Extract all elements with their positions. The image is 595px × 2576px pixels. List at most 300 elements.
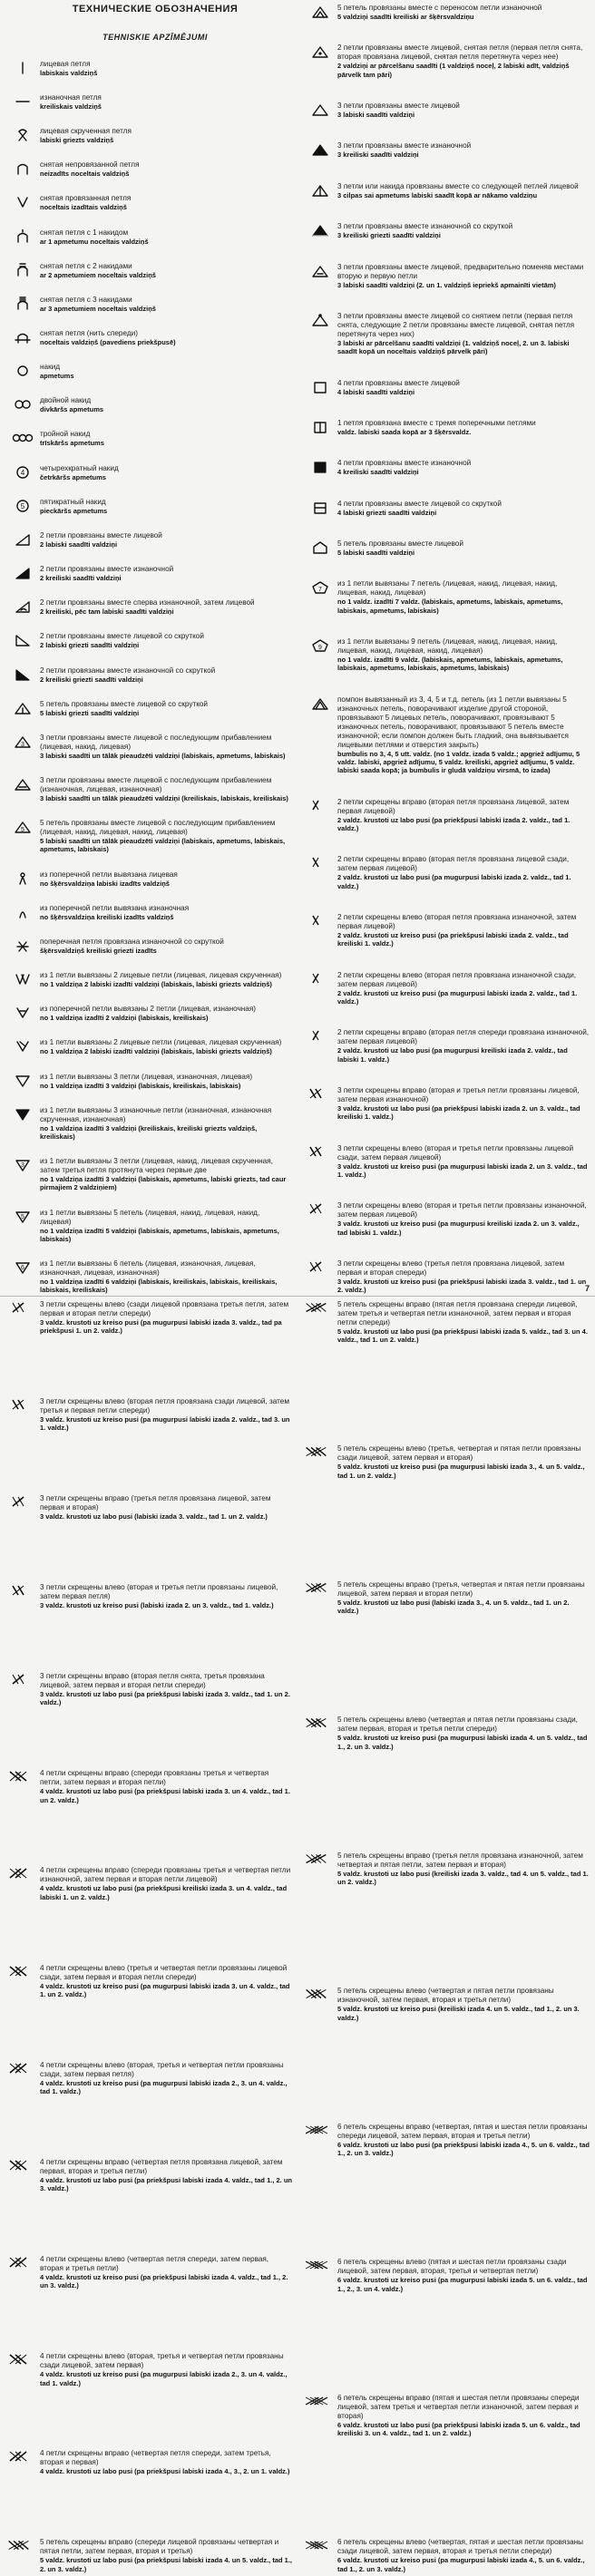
russian-description: 2 петли скрещены влево (вторая петля провязана изнаночной сзади, затем первая лицевой) xyxy=(337,970,577,988)
numbered-9-icon xyxy=(303,637,337,653)
cross-2-right-b-icon xyxy=(303,855,337,869)
latvian-description: ar 3 apmetumiem noceltais valdziņš xyxy=(40,304,156,313)
symbol-description xyxy=(337,182,590,199)
outline-square-icon xyxy=(303,500,337,515)
symbol-description xyxy=(337,419,590,436)
latvian-description: 5 valdz. krustoti uz kreiso pusi (pa mugurpusi labiski izada 3., 4. un 5. valdz., tad 1. un 2. valdz.) xyxy=(337,1463,585,1480)
slip-2-icon xyxy=(5,262,40,277)
russian-description: 5 петель провязаны вместе лицевой с последующим прибавлением (лицевая, накид, лицевая, накид, лицевая) xyxy=(40,819,276,837)
slip-front-icon xyxy=(5,329,40,345)
symbol-description xyxy=(40,1672,292,1707)
crossed-loop-icon xyxy=(5,127,40,142)
latvian-description: 6 valdz. krustoti uz labo pusi (pa priekšpusi labiski izada 4., 5. un 6. valdz., tad 1., 2. un 3. valdz.) xyxy=(337,2140,590,2158)
cable-4h-icon xyxy=(5,2449,40,2463)
symbol-description xyxy=(40,60,292,77)
symbol-entry xyxy=(5,2538,292,2573)
triangle-two-icon xyxy=(303,182,337,198)
russian-description: 3 петли скрещены влево (вторая и третья петли провязаны лицевой, затем первая петля) xyxy=(40,1583,278,1601)
latvian-description: pieckāršs apmetums xyxy=(40,506,108,515)
open-loop-icon xyxy=(5,160,40,176)
latvian-description: 2 valdz. krustoti uz kreiso pusi (pa mugurpusi labiski izada 2. valdz., tad 1. valdz.) xyxy=(337,988,578,1006)
symbol-entry xyxy=(303,1144,590,1180)
russian-description: из 1 петли вывязаны 6 петель (лицевая, изнаночная, лицевая, изнаночная, лицевая, изнаночная) xyxy=(40,1259,256,1278)
symbol-entry xyxy=(303,1852,590,1887)
bobble-icon xyxy=(303,695,337,711)
symbol-description xyxy=(40,2061,292,2096)
symbol-entry xyxy=(303,1086,590,1122)
cable-5e-icon xyxy=(303,1716,337,1729)
cable-6c-icon xyxy=(303,2394,337,2407)
symbol-description xyxy=(40,430,292,447)
russian-description: 3 петли скрещены влево (третья петля провязана лицевой, затем первая и вторая спереди) xyxy=(337,1259,565,1278)
symbol-entry xyxy=(5,1866,292,1901)
russian-description: 5 петель скрещены влево (четвертая и пятая петли провязаны изнаночной, затем первая, вторая и третья петли) xyxy=(337,1987,554,2005)
latvian-description: 3 labiski saadīti valdziņi xyxy=(337,111,415,120)
page-divider xyxy=(0,1296,595,1297)
symbol-entry xyxy=(5,1005,292,1022)
cable-4b-icon xyxy=(5,1866,40,1880)
latvian-description: 2 kreiliski, pēc tam labiski saadīti valdziņi xyxy=(40,608,174,617)
latvian-description: bumbulis no 3, 4, 5 utt. valdz. (no 1 valdz. izada 5 valdz.; apgriež adījumu, 5 valdz. labiski, apgriež adījumu, 5 valdz. kreiliski, apgriež adījumu, 5 valdz. labiski saada kopā; ja bumbulis ir gludā valdziņu virsmā, to izada) xyxy=(337,749,580,775)
svg-text:7: 7 xyxy=(318,587,322,594)
symbol-description xyxy=(40,2538,292,2573)
triangle-3b-icon xyxy=(5,776,40,792)
symbol-entry xyxy=(5,971,292,988)
cable-5-icon xyxy=(5,2538,40,2552)
latvian-description: no 1 valdz. izadīti 7 valdz. (labiskais, apmetums, labiskais, apmetums, labiskais, apmetums, labiskais) xyxy=(337,598,563,615)
russian-description: 2 петли провязаны вместе лицевой, снятая петля (первая петля снята, вторая провязана лицевой, снятая петля перетянута через нее) xyxy=(337,44,583,62)
symbol-entry xyxy=(303,540,590,557)
symbol-description xyxy=(337,798,590,833)
filled-triangle-b-icon xyxy=(303,222,337,238)
symbol-description xyxy=(40,971,292,988)
symbol-description xyxy=(40,904,292,921)
cable-4d-icon xyxy=(5,2061,40,2075)
symbol-entry xyxy=(5,1300,292,1336)
latvian-description: noceltais izadītais valdziņš xyxy=(40,203,127,212)
russian-description: пятикратный накид xyxy=(40,497,106,506)
symbol-description xyxy=(40,93,292,111)
latvian-description: 5 valdz. krustoti uz labo pusi (labiski izada 3., 4. un 5. valdz., tad 1. un 2. valdz.) xyxy=(337,1598,570,1616)
symbol-description xyxy=(337,141,590,159)
latvian-description: 2 valdz. krustoti uz labo pusi (pa mugurpusi kreiliski izada 2. valdz., tad labiski 1. valdz.) xyxy=(337,1046,568,1064)
latvian-description: 2 kreiliski griezti saadīti valdziņi xyxy=(40,675,143,684)
russian-description: 4 петли скрещены влево (вторая, третья и четвертая петли провязаны сзади, затем первая петля) xyxy=(40,2060,284,2078)
latvian-description: 2 valdziņi ar pārcelšanu saadīti (1 valdziņš noceļ, 2 labiski adīt, valdziņš pārvelk tam pāri) xyxy=(337,62,570,79)
symbol-entry xyxy=(5,60,292,77)
symbol-entry xyxy=(5,2061,292,2096)
latvian-description: 3 kreiliski saadīti valdziņi xyxy=(337,151,419,160)
russian-description: снятая провязанная петля xyxy=(40,194,132,203)
symbols-column-1 xyxy=(5,4,292,1295)
russian-description: 3 петли провязаны вместе лицевой с последующим прибавлением (лицевая, накид, лицевая) xyxy=(40,733,272,751)
russian-description: 4 петли скрещены влево (третья и четвертая петли провязаны лицевой сзади, затем первая и вторая петли спереди) xyxy=(40,1963,288,1981)
symbol-description xyxy=(337,1201,590,1237)
page-subtitle: TEHNISKIE APZĪMĒJUMI xyxy=(102,32,208,42)
circle-5-icon xyxy=(5,498,40,513)
russian-description: 4 петли провязаны вместе изнаночной xyxy=(337,459,472,468)
square-icon xyxy=(303,379,337,394)
symbols-column-3 xyxy=(5,1300,292,2573)
latvian-description: četrkāršs apmetums xyxy=(40,472,106,481)
latvian-description: no 1 valdz. izadīti 9 valdz. (labiskais, apmetums, labiskais, apmetums, labiskais, apmetums, labiskais, apmetums, labiskais) xyxy=(337,656,563,673)
cross-3-right-icon xyxy=(303,1086,337,1100)
russian-description: 3 петли провязаны вместе лицевой xyxy=(337,102,460,111)
russian-description: из поперечной петли вывязана изнаночная xyxy=(40,903,190,912)
symbol-entry xyxy=(5,1259,292,1295)
symbol-description xyxy=(40,2352,292,2387)
svg-text:5: 5 xyxy=(21,827,24,834)
symbol-entry xyxy=(5,396,292,413)
latvian-description: 3 valdz. krustoti uz kreiso pusi (pa mugurpusi labiski izada 3. valdz., tad pa priekšpusi 1. un 2. valdz.) xyxy=(40,1318,282,1336)
symbol-entry xyxy=(5,464,292,481)
vertical-bar-icon xyxy=(5,60,40,75)
svg-text:4: 4 xyxy=(20,468,25,477)
russian-description: изнаночная петля xyxy=(40,92,102,102)
latvian-description: 3 kreiliski griezti saadīti valdziņi xyxy=(337,231,441,240)
latvian-description: 2 valdz. krustoti uz labo pusi (pa priekšpusi labiski izada 2. valdz., tad 1. valdz.) xyxy=(337,815,571,833)
symbol-description xyxy=(40,1866,292,1901)
v-open-icon xyxy=(5,1005,40,1020)
symbol-description xyxy=(40,1259,292,1295)
russian-description: из 1 петли вывязаны 3 петли (лицевая, накид, лицевая скрученная, затем третья петля протянута через первые две xyxy=(40,1157,273,1175)
latvian-description: 3 valdz. krustoti uz kreiso pusi (pa mugurpusi labiski izada 2. un 3. valdz., tad 1. valdz.) xyxy=(337,1162,588,1180)
slip-1-icon xyxy=(5,228,40,244)
cable-3d-icon xyxy=(5,1583,40,1597)
latvian-description: 4 valdz. krustoti uz labo pusi (pa priekšpusi labiski izada 3. un 4. valdz., tad 1. un 2. valdz.) xyxy=(40,1787,290,1804)
russian-description: 5 петель скрещены вправо (третья петля провязана изнаночной, затем четвертая и пятая петли, затем первая и вторая) xyxy=(337,1851,583,1869)
russian-description: 4 петли провязаны вместе лицевой xyxy=(337,378,460,387)
symbol-description xyxy=(40,1157,292,1192)
symbol-entry xyxy=(5,1157,292,1192)
latvian-description: labiski griezts valdziņš xyxy=(40,136,114,145)
cable-4c-icon xyxy=(5,1964,40,1978)
symbol-description xyxy=(40,531,292,549)
symbol-description xyxy=(337,2258,590,2293)
symbol-entry xyxy=(5,1397,292,1433)
latvian-description: 2 valdz. krustoti uz kreiso pusi (pa priekšpusi labiski izada 2. valdz., tad kreiliski 1. valdz.) xyxy=(337,931,569,948)
symbol-description xyxy=(337,44,590,79)
russian-description: лицевая петля xyxy=(40,59,91,68)
symbol-description xyxy=(337,2394,590,2438)
latvian-description: 4 valdz. krustoti uz labo pusi (pa priekšpusi kreiliski izada 3. un 4. valdz., tad labiski 1. un 2. valdz.) xyxy=(40,1884,288,1901)
latvian-description: 5 valdz. krustoti uz kreiso pusi (kreiliski izada 4. un 5. valdz., tad 1., 2. un 3. valdz.) xyxy=(337,2005,580,2022)
symbol-entry xyxy=(5,1672,292,1707)
russian-description: 3 петли скрещены влево (сзади лицевой провязана третья петля, затем первая и вторая петли спереди) xyxy=(40,1300,289,1317)
latvian-description: 3 valdz. krustoti uz labo pusi (pa priekšpusi labiski izada 3. valdz., tad 1. un 2. valdz.) xyxy=(40,1690,290,1707)
cable-5b-icon xyxy=(303,1300,337,1314)
latvian-description: 6 valdz. krustoti uz labo pusi (pa priekšpusi labiski izada 5. un 6. valdz., tad kreiliski 3. un 4. valdz., tad 1. un 2. valdz.) xyxy=(337,2420,580,2438)
symbol-description xyxy=(40,329,292,346)
latvian-description: 5 labiski saadīti valdziņi xyxy=(337,549,415,558)
russian-description: 5 петель провязаны вместе с переносом петли изнаночной xyxy=(337,4,542,12)
symbol-description xyxy=(40,1769,292,1804)
symbol-entry xyxy=(5,904,292,921)
symbol-description xyxy=(40,464,292,481)
symbol-entry xyxy=(5,1106,292,1142)
symbol-description xyxy=(337,2538,590,2573)
cross-3-left-b-icon xyxy=(303,1201,337,1215)
symbol-description xyxy=(40,1397,292,1433)
horizontal-bar-icon xyxy=(5,93,40,109)
latvian-description: trīskāršs apmetums xyxy=(40,439,104,448)
russian-description: снятая петля с 2 накидами xyxy=(40,261,132,270)
russian-description: помпон вывязанный из 3, 4, 5 и т.д. петель (из 1 петли вывязаны 5 изнаночных петель, поворачивают изделие другой стороной, провязывают 5 лицевых петель, поворачивают, провязывают 5 изнаночных петель, поворачивают, провязывают 5 петель вместе изнаночной; если помпон должен быть гладкий, она вывязывается лицевыми петлями и отверстия закрыть) xyxy=(337,695,569,749)
latvian-description: 3 cilpas sai apmetums labiski saadīt kopā ar nākamo valdziņu xyxy=(337,190,538,199)
latvian-description: 4 kreiliski saadīti valdziņi xyxy=(337,468,419,477)
symbol-description xyxy=(40,632,292,649)
symbol-description xyxy=(337,102,590,119)
symbol-description xyxy=(40,819,292,854)
symbol-entry xyxy=(5,1494,292,1521)
symbol-entry xyxy=(303,1716,590,1751)
latvian-description: 5 valdz. krustoti uz labo pusi (pa priekšpusi labiski izada 4. un 5. valdz., tad 1., 2. un 3. valdz.) xyxy=(40,2556,292,2573)
latvian-description: no 1 valdziņa izadīti 3 valdziņi (kreiliskais, kreiliski griezts valdziņš, kreiliskais) xyxy=(40,1123,258,1141)
numbered-3-icon xyxy=(5,1157,40,1172)
cross-2-right-icon xyxy=(303,798,337,812)
latvian-description: 3 labiski saadīti valdziņi (2. un 1. valdziņš iepriekš apmainīti vietām) xyxy=(337,280,556,289)
v-crossed-icon xyxy=(5,1038,40,1054)
symbol-entry xyxy=(303,182,590,199)
symbol-description xyxy=(40,1300,292,1336)
russian-description: 4 петли скрещены вправо (спереди провязаны третья и четвертая петли, затем первая и вторая петли) xyxy=(40,1769,269,1787)
latvian-description: 5 valdz. krustoti uz labo pusi (pa priekšpusi labiski izada 5. valdz., tad 3. un 4. valdz., tad 1. un 2. valdz.) xyxy=(337,1327,588,1345)
symbol-entry xyxy=(5,819,292,854)
symbol-description xyxy=(337,222,590,239)
symbol-entry xyxy=(5,498,292,515)
symbol-description xyxy=(40,938,292,955)
numbered-5-icon xyxy=(5,1209,40,1224)
russian-description: 2 петли скрещены вправо (вторая петля провязана лицевой сзади, затем первая лицевой) xyxy=(337,855,570,873)
symbol-description xyxy=(337,312,590,356)
cable-3b-icon xyxy=(5,1397,40,1411)
symbol-description xyxy=(337,971,590,1006)
symbol-description xyxy=(40,1494,292,1521)
symbol-entry xyxy=(303,1201,590,1237)
svg-text:6: 6 xyxy=(21,1265,24,1272)
latvian-description: 3 valdz. krustoti uz kreiso pusi (pa priekšpusi labiski izada 3. valdz., tad 1. un 2. valdz.) xyxy=(337,1278,587,1295)
russian-description: 4 петли скрещены вправо (четвертая петля провязана лицевой, затем первая, вторая и третья петли) xyxy=(40,2157,283,2175)
latvian-description: 4 valdz. krustoti uz kreiso pusi (pa mugurpusi labiski izada 2., 3. un 4. valdz., tad 1. valdz.) xyxy=(40,2370,288,2387)
russian-description: 5 петель провязаны вместе лицевой со скруткой xyxy=(40,699,208,708)
russian-description: тройной накид xyxy=(40,430,91,439)
symbol-entry xyxy=(303,312,590,356)
symbol-entry xyxy=(303,1987,590,2022)
russian-description: 3 петли или накида провязаны вместе со следующей петлей лицевой xyxy=(337,181,579,190)
numbered-6-icon xyxy=(5,1259,40,1275)
symbol-entry xyxy=(5,127,292,144)
triangle-3-icon xyxy=(5,734,40,749)
latvian-description: 6 valdz. krustoti uz kreiso pusi (pa mugurpusi labiski izada 5. un 6. valdz., tad 1., 2., 3. un 4. valdz.) xyxy=(337,2276,588,2293)
latvian-description: neizadīts noceltais valdziņš xyxy=(40,170,130,179)
latvian-description: 2 valdz. krustoti uz labo pusi (pa mugurpusi labiski izada 2. valdz., tad 1. valdz.) xyxy=(337,873,571,890)
latvian-description: no 1 valdziņa izadīti 5 valdziņi (labiskais, apmetums, labiskais, apmetums, labiskais) xyxy=(40,1226,279,1243)
cable-4f-icon xyxy=(5,2255,40,2269)
filled-left-triangle-icon xyxy=(5,666,40,682)
russian-description: 3 петли провязаны вместе лицевой, предварительно поменяв местами вторую и первую петли xyxy=(337,262,584,280)
latvian-description: apmetums xyxy=(40,372,74,381)
latvian-description: 3 valdz. krustoti uz kreiso pusi (labiski izada 2. un 3. valdz., tad 1. valdz.) xyxy=(40,1601,274,1610)
symbol-description xyxy=(337,637,590,673)
symbol-description xyxy=(40,1583,292,1609)
russian-description: 4 петли скрещены влево (вторая, третья и четвертая петли провязаны сзади лицевой, затем первая) xyxy=(40,2352,284,2370)
symbol-description xyxy=(337,1987,590,2022)
svg-text:3: 3 xyxy=(21,1162,24,1170)
cable-4g-icon xyxy=(5,2352,40,2366)
russian-description: 6 петель скрещены вправо (пятая и шестая петли провязаны спереди лицевой, затем третья и четвертая петли изнаночной, затем первая и вторая) xyxy=(337,2393,580,2420)
symbol-entry xyxy=(5,1964,292,1999)
symbol-description xyxy=(40,2449,292,2475)
cable-5g-icon xyxy=(303,1987,337,2000)
latvian-description: šķērsvaldziņš kreiliski griezti izadīts xyxy=(40,946,157,955)
symbol-entry xyxy=(5,632,292,649)
latvian-description: no šķērsvaldziņa kreiliski izadīts valdziņš xyxy=(40,912,174,921)
russian-description: из 1 петли вывязаны 2 лицевые петли (лицевая, лицевая скрученная) xyxy=(40,1038,282,1047)
cross-2-back-icon xyxy=(303,1028,337,1042)
symbol-entry xyxy=(303,379,590,396)
symbol-description xyxy=(337,1086,590,1122)
triangle-dot-icon xyxy=(303,312,337,327)
latvian-description: 4 valdz. krustoti uz labo pusi (pa priekšpusi labiski izada 4. valdz., tad 1., 2. un 3. valdz.) xyxy=(40,2175,292,2193)
symbol-description xyxy=(337,263,590,289)
latvian-description: 4 labiski saadīti valdziņi xyxy=(337,387,415,396)
russian-description: 4 петли скрещены влево (четвертая петля спереди, затем первая, вторая и третья петли) xyxy=(40,2255,269,2273)
symbol-description xyxy=(40,734,292,760)
symbol-entry xyxy=(5,531,292,549)
latvian-description: 3 valdz. krustoti uz kreiso pusi (pa mugurpusi labiski izada 2. valdz., tad 3. un 1. valdz.) xyxy=(40,1415,290,1433)
latvian-description: no 1 valdziņa 2 labiski izadīti valdziņi (labiskais, labiski griezts valdziņš) xyxy=(40,980,272,989)
symbol-entry xyxy=(5,565,292,582)
russian-description: 2 петли провязаны вместе лицевой xyxy=(40,530,162,540)
symbol-description xyxy=(337,1580,590,1616)
triangle-lift-icon xyxy=(303,44,337,59)
russian-description: из 1 петли вывязаны 7 петель (лицевая, накид, лицевая, накид, лицевая, накид, лицевая) xyxy=(337,579,558,598)
latvian-description: 2 kreiliski saadīti valdziņi xyxy=(40,574,122,583)
russian-description: снятая петля (нить спереди) xyxy=(40,328,138,337)
symbol-entry xyxy=(303,263,590,289)
russian-description: 3 петли провязаны вместе изнаночной со скруткой xyxy=(337,222,513,231)
latvian-description: 3 valdz. krustoti uz labo pusi (pa priekšpusi labiski izada 2. un 3. valdz., tad kreiliski 1. valdz.) xyxy=(337,1104,580,1122)
latvian-description: kreiliskais valdziņš xyxy=(40,102,102,111)
bar-square-icon xyxy=(303,419,337,434)
left-triangle-icon xyxy=(5,632,40,647)
russian-description: 3 петли провязаны вместе лицевой со снятием петли (первая петля снята, следующие 2 петли провязаны вместе лицевой, снятая петля перетянута через них) xyxy=(337,311,575,338)
symbol-description xyxy=(337,913,590,948)
russian-description: 5 петель скрещены вправо (пятая петля провязана спереди лицевой, затем третья и четвертая петли изнаночной, затем первая и вторая петли спереди) xyxy=(337,1300,578,1327)
svg-text:5: 5 xyxy=(20,501,25,510)
russian-description: из 1 петли вывязаны 9 петель (лицевая, накид, лицевая, накид, лицевая, накид, лицевая, накид, лицевая) xyxy=(337,637,558,656)
russian-description: снятая петля с 1 накидом xyxy=(40,228,129,237)
latvian-description: no 1 valdziņa izadīti 2 valdziņi (labiskais, kreiliskais) xyxy=(40,1014,209,1023)
symbol-description xyxy=(40,598,292,616)
symbol-entry xyxy=(5,262,292,279)
symbol-entry xyxy=(303,500,590,517)
latvian-description: no šķērsvaldziņa labiski izadīts valdziņš xyxy=(40,879,170,888)
symbol-entry xyxy=(303,141,590,159)
symbol-entry xyxy=(303,2258,590,2293)
symbol-entry xyxy=(5,93,292,111)
russian-description: из поперечной петли вывязана лицевая xyxy=(40,870,178,879)
symbol-description xyxy=(40,160,292,178)
arch-icon xyxy=(303,540,337,555)
latvian-description: 6 valdz. krustoti uz kreiso pusi (pa mugurpusi labiski izada 4., 5. un 6. valdz., tad 1., 2. un 3. valdz.) xyxy=(337,2556,585,2573)
latvian-description: labiskais valdziņš xyxy=(40,68,98,77)
russian-description: снятая непровязанной петля xyxy=(40,160,140,170)
symbol-description xyxy=(40,194,292,211)
filled-triangle-icon xyxy=(5,565,40,580)
symbol-entry xyxy=(5,598,292,616)
symbol-description xyxy=(337,1852,590,1887)
slip-3-icon xyxy=(5,296,40,311)
cable-6b-icon xyxy=(303,2258,337,2271)
symbol-description xyxy=(40,666,292,684)
latvian-description: 3 valdz. krustoti uz kreiso pusi (pa mugurpusi kreiliski izada 2. un 3. valdz., tad labiski 1. valdz.) xyxy=(337,1220,580,1237)
symbol-entry xyxy=(303,2123,590,2158)
cross-3-left-icon xyxy=(303,1144,337,1158)
filled-up-triangle-icon xyxy=(303,141,337,157)
russian-description: 3 петли скрещены вправо (вторая петля снята, третья провязана лицевой, затем первая и вторая петли спереди) xyxy=(40,1672,265,1690)
russian-description: 3 петли провязаны вместе изнаночной xyxy=(337,141,472,151)
symbol-entry xyxy=(5,160,292,178)
latvian-description: noceltais valdziņš (pavediens priekšpusē) xyxy=(40,337,176,346)
cable-3-icon xyxy=(5,1300,40,1314)
svg-text:5: 5 xyxy=(21,1213,24,1220)
russian-description: 3 петли скрещены влево (вторая петля провязана сзади лицевой, затем третья и первая петли спереди) xyxy=(40,1397,289,1415)
russian-description: из поперечной петли вывязаны 2 петли (лицевая, изнаночная) xyxy=(40,1005,256,1014)
wavy-triangle-icon xyxy=(5,598,40,614)
circle-icon xyxy=(5,363,40,378)
symbol-entry xyxy=(5,296,292,313)
russian-description: из 1 петли вывязаны 2 лицевые петли (лицевая, лицевая скрученная) xyxy=(40,971,282,980)
latvian-description: valdz. labiski saada kopā ar 3 šķērsvaldz. xyxy=(337,427,472,436)
small-loop-icon xyxy=(5,870,40,886)
symbols-column-2 xyxy=(303,4,590,1295)
symbol-description xyxy=(337,1144,590,1180)
cable-3e-icon xyxy=(5,1672,40,1686)
symbol-description xyxy=(40,127,292,144)
cross-2-left-b-icon xyxy=(303,971,337,985)
symbol-entry xyxy=(5,2449,292,2475)
symbol-description xyxy=(40,565,292,582)
symbol-description xyxy=(40,870,292,888)
latvian-description: divkāršs apmetums xyxy=(40,405,104,414)
cable-6-icon xyxy=(303,2123,337,2136)
russian-description: 1 петля провязана вместе с тремя поперечными петлями xyxy=(337,418,536,427)
symbol-entry xyxy=(5,1073,292,1090)
symbol-entry xyxy=(303,44,590,79)
double-circle-icon xyxy=(5,396,40,412)
symbol-entry xyxy=(5,194,292,211)
symbol-description xyxy=(337,855,590,890)
symbol-entry xyxy=(5,1038,292,1055)
symbol-entry xyxy=(5,363,292,380)
symbol-description xyxy=(40,296,292,313)
page-number: 7 xyxy=(584,1284,590,1293)
latvian-description: 4 valdz. krustoti uz kreiso pusi (pa priekšpusi labiski izada 4. valdz., tad 1., 2. un 3. valdz.) xyxy=(40,2273,288,2290)
russian-description: 5 петель скрещены влево (четвертая и пятая петли провязаны сзади, затем первая, вторая и третья петли спереди) xyxy=(337,1716,578,1734)
latvian-description: no 1 valdziņa izadīti 3 valdziņi (labiskais, kreiliskais, labiskais) xyxy=(40,1081,241,1090)
symbol-entry xyxy=(303,4,590,21)
down-triangle-icon xyxy=(5,1073,40,1088)
russian-description: 2 петли скрещены влево (вторая петля провязана изнаночной, затем первая лицевой) xyxy=(337,913,577,931)
symbol-entry xyxy=(5,2255,292,2290)
symbol-entry xyxy=(303,637,590,673)
symbol-entry xyxy=(5,228,292,246)
symbol-entry xyxy=(303,1580,590,1616)
russian-description: из 1 петли вывязаны 3 изнаночные петли (изнаночная, изнаночная скрученная, изнаночная) xyxy=(40,1105,272,1123)
filled-down-triangle-icon xyxy=(5,1106,40,1122)
symbol-description xyxy=(40,1073,292,1090)
